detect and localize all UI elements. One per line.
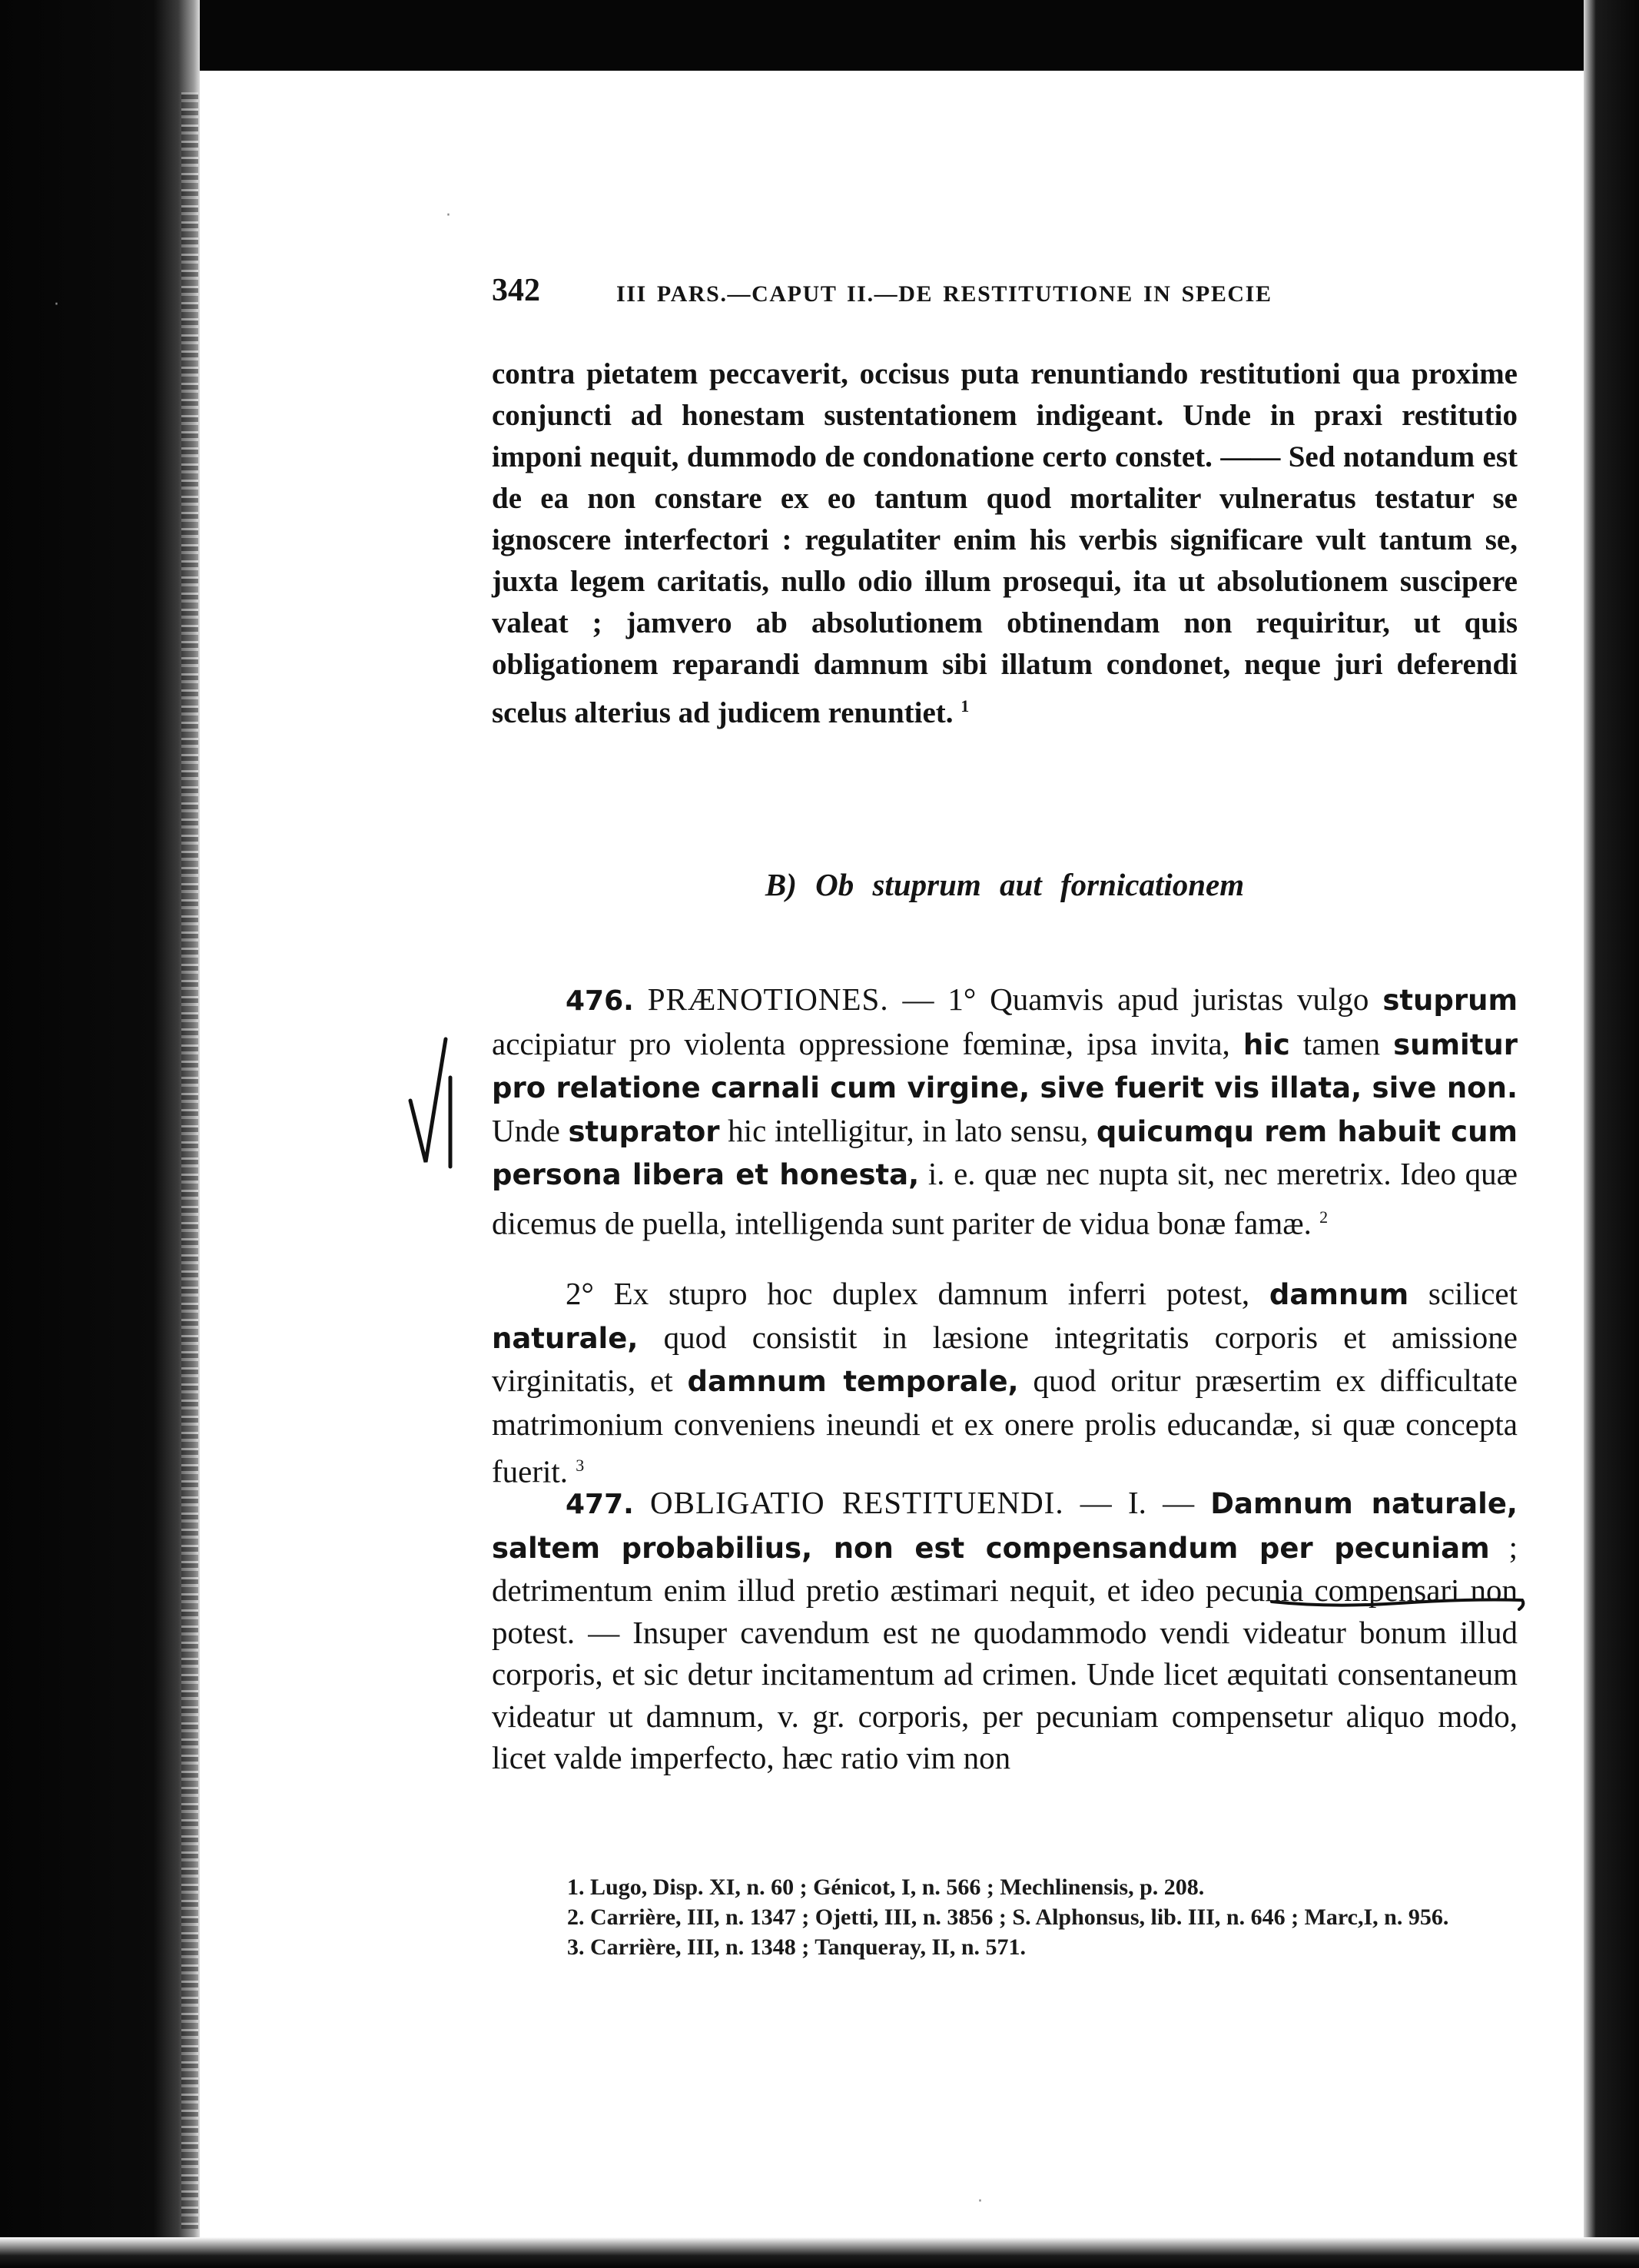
paragraph-heading: OBLIGATIO RESTITUENDI. [650, 1485, 1064, 1520]
text-run: quod consistit in læsione integritatis corporis et amissione virginitatis, et [492, 1319, 1518, 1398]
footnote-ref-1: 1 [961, 696, 970, 716]
section-heading-b: B) Ob stuprum aut fornicationem [765, 867, 1245, 902]
text-run: i. e. quæ nec nupta sit, nec meretrix. Ideo quæ dicemus de puella, intelligenda sunt pariter de vidua bonæ famæ. [492, 1156, 1518, 1241]
text-run: accipiatur pro violenta oppressione fœminæ, ipsa invita, [492, 1025, 1243, 1061]
paragraph-text: contra pietatem peccaverit, occisus puta renuntiando restitutioni qua proxime conjuncti ad honestam sustentationem indigeant. Unde in praxi restitutio imponi nequit, dummodo de condonatione certo constet. —— Sed notandum est de ea non constare ex eo tantum quod mortaliter vulneratus testatur se ignoscere interfectori : regulatiter enim his verbis significare vult tantum se, juxta legem caritatis, nullo odio illum prosequi, ita ut absolutionem suscipere valeat ; jamvero ab absolutionem obtinendam non requiritur, ut quis obligationem reparandi damnum sibi illatum condonet, neque juri deferendi scelus alterius ad judicem renuntiet. [492, 357, 1518, 729]
paragraph-476 [492, 978, 1518, 1244]
page-number: 342 [492, 273, 540, 308]
text-run: scilicet [1408, 1276, 1518, 1311]
scan-fleck: · [977, 2192, 983, 2211]
paragraph-476-part2 [492, 1273, 1518, 1493]
margin-check-mark [406, 1031, 460, 1170]
footnote-2: 2. Carrière, III, n. 1347 ; Ojetti, III, n. 3856 ; S. Alphonsus, lib. III, n. 646 ; Marc,I, n. 956. [567, 1904, 1449, 1930]
footnote-ref-3: 3 [576, 1456, 585, 1475]
paragraph-number: 476. [566, 985, 634, 1017]
running-head-title: III PARS.—CAPUT II.—DE RESTITUTIONE IN SPECIE [616, 281, 1272, 307]
scan-bottom-border [0, 2237, 1639, 2268]
text-run: hic intelligitur, in lato sensu, [719, 1112, 1097, 1148]
paragraph-heading: PRÆNOTIONES. [647, 981, 889, 1017]
scan-left-border [0, 0, 200, 2268]
text-run: 2° Ex stupro hoc duplex damnum inferri potest, [566, 1276, 1269, 1311]
paragraph-number: 477. [566, 1489, 634, 1520]
bold-run: sumitur pro relatione carnali cum virgine, sive fuerit vis illata, sive non. [492, 1028, 1518, 1104]
scan-fleck: · [54, 295, 59, 314]
scan-fleck: · [446, 206, 451, 225]
paragraph-continuation [492, 354, 1518, 734]
bold-run: damnum [1269, 1278, 1409, 1311]
footnote-3: 3. Carrière, III, n. 1348 ; Tanqueray, II, n. 571. [567, 1934, 1027, 1960]
paragraph-477 [492, 1482, 1518, 1779]
footnote-1: 1. Lugo, Disp. XI, n. 60 ; Génicot, I, n. 566 ; Mechlinensis, p. 208. [567, 1875, 1205, 1900]
text-run: Unde [492, 1112, 569, 1148]
scan-right-border [1584, 0, 1639, 2268]
bold-run: hic [1243, 1028, 1290, 1061]
scan-top-border [0, 0, 1639, 71]
text-run: — I. — [1063, 1485, 1211, 1520]
running-head [492, 272, 1518, 318]
scan-left-noise [181, 92, 198, 2229]
footnotes [492, 1872, 1518, 1962]
bold-run: naturale, [492, 1321, 639, 1355]
bold-run: stuprator [568, 1114, 720, 1148]
handwritten-underline [1269, 1594, 1527, 1611]
bold-run: quicumqu rem habuit cum persona libera et honesta, [492, 1114, 1518, 1191]
text-run: ; detrimentum enim illud pretio æstimari nequit, et ideo pecunia compensari non potest. — Insuper cavendum est ne quodammodo vendi videatur bonum illud corporis, et sic detur incitamentum ad crimen. Unde licet æquitati consentaneum videatur ut damnum, v. gr. corporis, per pecuniam compensetur aliquo modo, licet valde imperfecto, hæc ratio vim non [492, 1529, 1518, 1775]
footnote-ref-2: 2 [1319, 1207, 1329, 1227]
text-run: — 1° Quamvis apud juristas vulgo [888, 981, 1383, 1017]
text-run: quod oritur præsertim ex difficultate matrimonium conveniens ineundi et ex onere prolis educandæ, si quæ concepta fuerit. [492, 1363, 1518, 1489]
text-run: tamen [1289, 1025, 1394, 1061]
bold-run: damnum temporale, [687, 1365, 1019, 1398]
bold-run: stuprum [1382, 984, 1518, 1017]
bold-run: Damnum naturale, saltem probabilius, non est compensandum per pecuniam [492, 1487, 1518, 1565]
